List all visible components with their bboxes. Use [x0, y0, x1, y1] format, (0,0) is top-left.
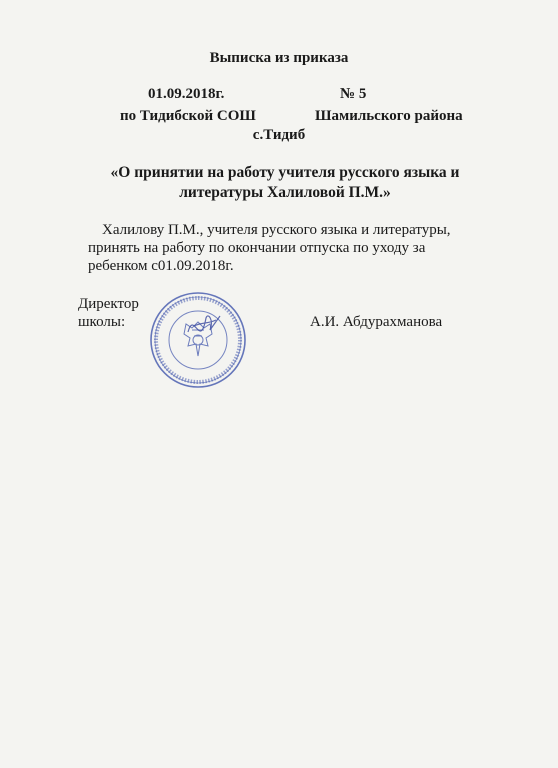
order-date: 01.09.2018г.: [148, 86, 225, 102]
signature-role-line-2: школы:: [78, 314, 126, 330]
order-heading: [95, 163, 475, 203]
order-number: № 5: [340, 86, 367, 102]
heading-line-1: «О принятии на работу учителя русского языка и: [110, 164, 460, 181]
official-seal-stamp: [148, 290, 248, 390]
body-line-1: Халилову П.М., учителя русского языка и литературы,: [102, 222, 451, 238]
body-line-3: ребенком с01.09.2018г.: [88, 258, 234, 274]
signature-role: [78, 295, 139, 331]
signature-name: А.И. Абдурахманова: [310, 314, 443, 330]
order-body: [88, 221, 498, 275]
heading-line-2: литературы Халиловой П.М.»: [179, 184, 391, 201]
district-name: Шамильского района: [315, 108, 463, 124]
school-name: по Тидибской СОШ: [120, 108, 256, 124]
document-title: Выписка из приказа: [209, 50, 349, 66]
signature-role-line-1: Директор: [78, 296, 139, 312]
body-line-2: принять на работу по окончании отпуска по уходу за: [88, 240, 426, 256]
village-name: с.Тидиб: [252, 127, 306, 143]
